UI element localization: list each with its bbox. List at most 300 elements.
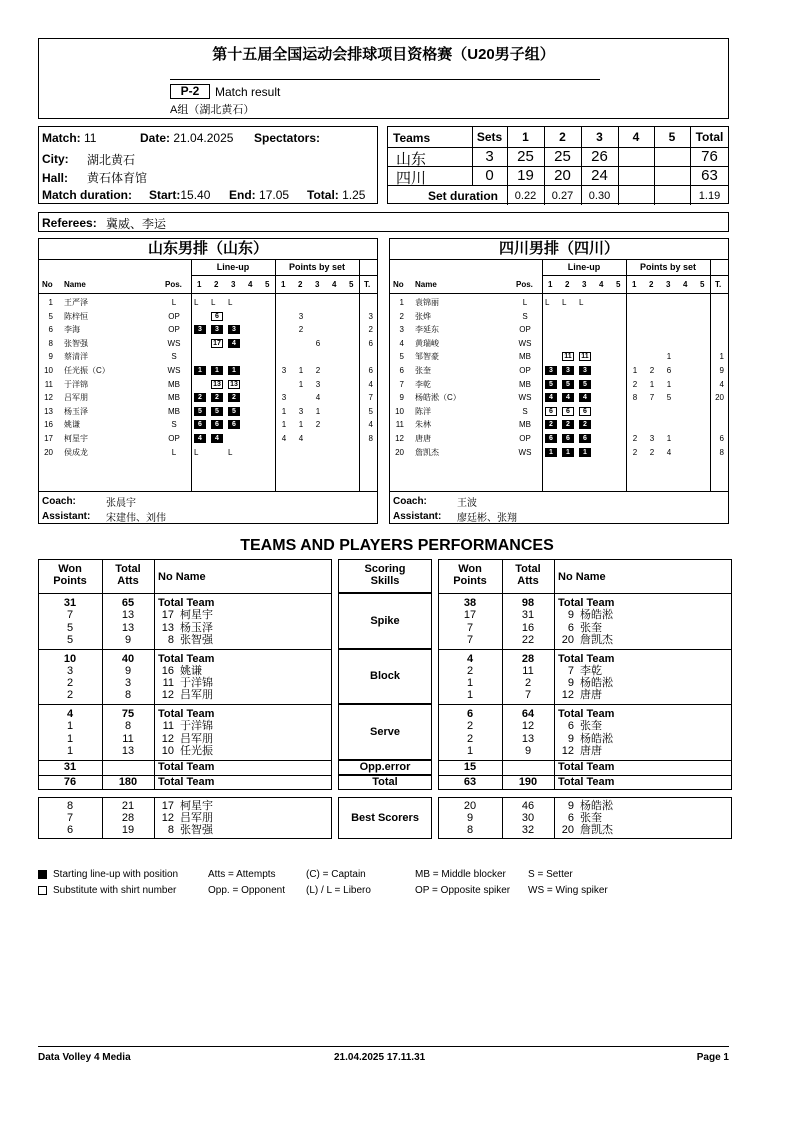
- legend-starting: Starting line-up with position: [53, 869, 179, 880]
- player-name: 姚谦: [64, 420, 80, 430]
- points-set-2: 1: [649, 379, 655, 389]
- points-set-2: 1: [298, 366, 304, 375]
- set-duration-label: Set duration: [428, 189, 499, 203]
- player-row: [39, 405, 379, 418]
- player-position: S: [522, 406, 528, 416]
- player-number: 12: [395, 434, 404, 443]
- doc-subtitle: Match result: [215, 85, 281, 99]
- player-number: 17: [161, 800, 174, 812]
- lineup-libero: L: [562, 298, 567, 307]
- set-duration-2: 0.27: [551, 190, 574, 202]
- lineup-starter: 4: [228, 339, 240, 348]
- won-points: 1: [66, 720, 74, 733]
- player-number: 13: [161, 621, 174, 634]
- player-name: 于洋锦: [180, 677, 213, 690]
- referees-box: [38, 212, 729, 232]
- lineup-substitute: 6: [562, 407, 574, 416]
- total-atts: 32: [521, 824, 535, 836]
- won-points: 7: [66, 812, 74, 824]
- col-pts-set-5: 5: [700, 280, 705, 289]
- lineup-starter: 1: [562, 448, 574, 457]
- points-set-2: 3: [649, 434, 655, 443]
- lineup-starter: 6: [211, 420, 223, 429]
- player-position: MB: [168, 393, 180, 403]
- match-number: 11: [84, 131, 97, 145]
- lineup-starter: 6: [545, 434, 557, 443]
- player-position: WS: [167, 338, 181, 348]
- lineup-libero: L: [211, 298, 216, 307]
- col-pos: Pos.: [516, 280, 533, 289]
- player-number: 12: [161, 689, 174, 702]
- player-position: S: [522, 311, 528, 321]
- referees-label: Referees:: [42, 216, 97, 230]
- player-number: 1: [399, 298, 404, 307]
- skill-serve: Serve: [370, 725, 400, 738]
- col-lineup-set-5: 5: [265, 280, 270, 289]
- won-points: 6: [466, 708, 474, 720]
- player-name: 杨皓淞: [580, 677, 613, 690]
- player-total-points: 6: [368, 366, 373, 375]
- player-total-points: 4: [368, 379, 373, 389]
- legend-atts: Atts = Attempts: [208, 869, 276, 880]
- points-set-2: 1: [298, 379, 304, 389]
- player-name: 唐唐: [580, 744, 602, 757]
- col-lineup-set-1: 1: [548, 280, 553, 289]
- score-hdr-teams: Teams: [393, 131, 431, 145]
- total-time: Total: 1.25: [307, 188, 366, 202]
- legend: [38, 869, 738, 901]
- player-row: [390, 350, 730, 363]
- col-pts-set-3: 3: [315, 280, 320, 289]
- player-name: 李海: [64, 325, 80, 335]
- lineup-starter: 5: [211, 407, 223, 416]
- points-set-2: 3: [298, 311, 304, 321]
- lineup-starter: 1: [228, 366, 240, 375]
- won-points: 2: [66, 677, 74, 690]
- hdr-no-name: No Name: [558, 571, 606, 583]
- player-row: [390, 296, 730, 309]
- hdr-scoring-skills: Scoring Skills: [364, 563, 406, 587]
- player-number: 17: [161, 609, 174, 622]
- col-pts-set-4: 4: [332, 280, 337, 289]
- lineup-starter: 1: [194, 366, 206, 375]
- player-number: 10: [44, 366, 53, 375]
- player-row: [39, 364, 379, 377]
- player-number: 10: [161, 744, 174, 757]
- player-name: 杨皓淞: [580, 732, 613, 745]
- points-set-2: 2: [649, 447, 655, 457]
- won-points: 2: [466, 732, 474, 745]
- lineup-starter: 3: [194, 325, 206, 334]
- won-points: 1: [66, 744, 74, 757]
- col-lineup-set-1: 1: [197, 280, 202, 289]
- won-points: 6: [66, 824, 74, 836]
- performance-title: TEAMS AND PLAYERS PERFORMANCES: [240, 537, 554, 554]
- total-atts: 28: [521, 652, 535, 665]
- total-atts: 13: [121, 744, 135, 757]
- total-atts: 46: [521, 800, 535, 812]
- player-row: [390, 391, 730, 404]
- lineup-substitute: 13: [228, 380, 240, 389]
- won-points: 76: [63, 775, 77, 788]
- player-number: 9: [567, 677, 574, 690]
- referees-names: 冀威、李运: [106, 217, 167, 231]
- player-position: S: [171, 352, 177, 362]
- won-points: 7: [466, 633, 474, 646]
- coach-label: Coach:: [42, 496, 76, 507]
- player-total-points: 1: [719, 352, 724, 362]
- player-name: 吕军朋: [64, 393, 88, 403]
- player-total-points: 8: [368, 434, 373, 443]
- player-name: 张奎: [580, 621, 602, 634]
- player-number: 5: [399, 352, 404, 362]
- col-lineup-set-4: 4: [599, 280, 604, 289]
- col-pts-set-2: 2: [649, 280, 654, 289]
- player-number: 13: [44, 406, 53, 416]
- player-position: OP: [168, 325, 180, 335]
- total-atts: 21: [121, 800, 135, 812]
- lineup-starter: 4: [579, 393, 591, 402]
- legend-captain: (C) = Captain: [306, 869, 366, 880]
- lineup-libero: L: [194, 298, 199, 307]
- player-number: 6: [399, 366, 404, 375]
- player-row: [39, 418, 379, 431]
- player-position: S: [171, 420, 177, 430]
- end-time: End: 17.05: [229, 188, 290, 202]
- player-total-points: 4: [719, 379, 724, 389]
- footer-right: Page 1: [696, 1052, 729, 1063]
- lineup-starter: 5: [194, 407, 206, 416]
- points-set-1: 2: [632, 434, 638, 443]
- points-set-3: 4: [315, 393, 321, 403]
- player-name: 吕军朋: [180, 689, 213, 702]
- player-number: 9: [567, 800, 574, 812]
- won-points: 5: [66, 621, 74, 634]
- player-number: 7: [567, 664, 574, 677]
- score-hdr-set2: 2: [559, 130, 566, 144]
- total-atts: 7: [524, 689, 532, 702]
- score-hdr-total: Total: [695, 130, 724, 144]
- player-name: 张奎: [580, 812, 602, 824]
- total-atts: 19: [121, 824, 135, 836]
- legend-ws: WS = Wing spiker: [528, 885, 608, 896]
- hdr-no-name: No Name: [158, 571, 206, 583]
- best-scorers-label: Best Scorers: [351, 812, 419, 824]
- points-by-set-header: Points by set: [288, 262, 345, 272]
- score-table: [387, 126, 729, 204]
- points-set-3: 1: [666, 434, 672, 443]
- points-set-1: 2: [632, 447, 638, 457]
- player-total-points: 4: [368, 420, 373, 430]
- points-set-2: 3: [298, 406, 304, 416]
- player-number: 8: [167, 633, 174, 646]
- player-row: [39, 337, 379, 350]
- player-row: [390, 364, 730, 377]
- player-number: 8: [48, 338, 53, 348]
- player-number: 9: [567, 732, 574, 745]
- duration-label: Match duration:: [42, 188, 132, 202]
- lineup-libero: L: [545, 298, 550, 307]
- player-position: L: [171, 447, 177, 457]
- team-a-roster: [38, 238, 378, 524]
- player-name: 李延东: [415, 325, 439, 335]
- player-number: 16: [44, 420, 53, 430]
- player-label: Total Team: [158, 760, 215, 773]
- won-points: 1: [66, 732, 74, 745]
- player-position: WS: [518, 338, 532, 348]
- points-set-1: 3: [281, 366, 287, 375]
- points-set-2: 4: [298, 434, 304, 443]
- player-name: 杨皓淞（C）: [415, 393, 461, 403]
- col-lineup-set-5: 5: [616, 280, 621, 289]
- player-number: 8: [167, 824, 174, 836]
- lineup-substitute: 11: [562, 352, 574, 361]
- lineup-starter: 6: [562, 434, 574, 443]
- score-hdr-set5: 5: [668, 130, 676, 144]
- player-number: 6: [567, 812, 574, 824]
- footer-rule: [38, 1046, 729, 1047]
- player-name: 唐唐: [580, 689, 602, 702]
- player-name: 姚谦: [180, 664, 202, 677]
- player-number: 20: [395, 447, 404, 457]
- player-position: WS: [518, 447, 532, 457]
- player-name: 杨玉泽: [180, 621, 213, 634]
- player-number: 1: [48, 298, 53, 307]
- city-value: 湖北黄石: [87, 153, 136, 167]
- player-label: Total Team: [158, 597, 215, 609]
- points-set-3: 1: [666, 352, 672, 362]
- total-atts: 8: [124, 720, 132, 733]
- header-box: [38, 38, 729, 119]
- total-atts: 12: [521, 720, 535, 733]
- player-name: 张智强: [180, 824, 213, 836]
- lineup-starter: 4: [194, 434, 206, 443]
- footer-center: 21.04.2025 17.11.31: [334, 1052, 426, 1063]
- skill-block: Block: [370, 670, 400, 683]
- hdr-won-points: Won Points: [53, 563, 87, 587]
- player-name: 李乾: [580, 664, 602, 677]
- points-set-1: 4: [281, 434, 287, 443]
- set-duration-3: 0.30: [588, 190, 611, 202]
- player-name: 侯成龙: [64, 447, 88, 457]
- total-atts: 30: [521, 812, 535, 824]
- coach-name: 王波: [457, 498, 477, 509]
- player-name: 朱林: [415, 420, 431, 430]
- player-label: Total Team: [558, 760, 615, 773]
- total-atts: 98: [521, 597, 535, 609]
- spectators-label: Spectators:: [254, 131, 321, 145]
- player-name: 任光振（C）: [64, 366, 110, 375]
- total-atts: 65: [121, 597, 135, 609]
- won-points: 8: [466, 824, 474, 836]
- team-title: 四川男排（四川）: [498, 240, 619, 257]
- player-total-points: 8: [719, 447, 724, 457]
- player-name: 张烨: [415, 311, 431, 321]
- lineup-starter: 2: [194, 393, 206, 402]
- player-row: [390, 323, 730, 336]
- won-points: 5: [66, 633, 74, 646]
- player-total-points: 7: [368, 393, 373, 403]
- player-name: 杨玉泽: [64, 406, 88, 416]
- lineup-libero: L: [579, 298, 584, 307]
- player-name: 张奎: [580, 720, 602, 733]
- player-number: 16: [161, 664, 174, 677]
- total-atts: 11: [522, 664, 534, 677]
- lineup-starter: 6: [228, 420, 240, 429]
- player-number: 7: [399, 379, 404, 389]
- won-points: 17: [463, 609, 477, 622]
- player-number: 9: [48, 352, 53, 362]
- points-set-1: 1: [281, 406, 287, 416]
- lineup-starter: 2: [545, 420, 557, 429]
- player-row: [39, 296, 379, 309]
- col-lineup-set-4: 4: [248, 280, 253, 289]
- doc-code: P-2: [170, 84, 210, 99]
- lineup-starter: 5: [579, 380, 591, 389]
- total-atts: 9: [124, 633, 132, 646]
- player-name: 陈洋: [415, 406, 431, 416]
- points-set-3: 6: [666, 366, 672, 375]
- city-label: City:: [42, 152, 69, 166]
- won-points: 1: [466, 689, 474, 702]
- lineup-libero: L: [228, 298, 233, 307]
- player-name: 杨皓淞: [580, 609, 613, 622]
- hdr-total-atts: Total Atts: [515, 563, 541, 587]
- date-label: Date: 21.04.2025: [140, 131, 234, 145]
- score-hdr-sets: Sets: [476, 130, 503, 144]
- total-atts: 9: [524, 744, 532, 757]
- col-no: No: [393, 280, 404, 289]
- hall-value: 黄石体育馆: [87, 171, 148, 185]
- lineup-substitute: 6: [211, 312, 223, 321]
- lineup-starter: 4: [545, 393, 557, 402]
- player-row: [390, 378, 730, 391]
- lineup-starter: 2: [579, 420, 591, 429]
- won-points: 1: [466, 677, 474, 690]
- won-points: 15: [463, 760, 477, 773]
- won-points: 2: [66, 689, 74, 702]
- won-points: 1: [466, 744, 474, 757]
- player-label: Total Team: [558, 597, 615, 609]
- total-atts: 2: [524, 677, 532, 690]
- lineup-starter: 2: [211, 393, 223, 402]
- team-title: 山东男排（山东）: [147, 240, 268, 257]
- total-atts: 64: [521, 708, 535, 720]
- points-set-2: 1: [298, 420, 304, 430]
- col-lineup-set-3: 3: [231, 280, 236, 289]
- player-total-points: 2: [368, 325, 373, 335]
- lineup-libero: L: [194, 447, 199, 457]
- lineup-starter: 1: [211, 366, 223, 375]
- player-row: [390, 405, 730, 418]
- won-points: 38: [463, 597, 477, 609]
- player-name: 于洋锦: [64, 379, 88, 389]
- player-name: 詹凯杰: [580, 824, 613, 836]
- skill-opp: Opp.error: [359, 761, 411, 773]
- col-lineup-set-2: 2: [214, 280, 219, 289]
- legend-libero: (L) / L = Libero: [306, 885, 371, 896]
- assistant-names: 廖廷彬、张翔: [457, 513, 517, 524]
- player-total-points: 9: [719, 366, 724, 375]
- col-pos: Pos.: [165, 280, 182, 289]
- lineup-starter: 4: [211, 434, 223, 443]
- player-row: [390, 337, 730, 350]
- player-number: 9: [567, 609, 574, 622]
- total-atts: 3: [124, 677, 132, 690]
- lineup-libero: L: [228, 447, 233, 457]
- player-row: [390, 446, 730, 459]
- player-number: 20: [561, 633, 574, 646]
- player-position: WS: [167, 366, 181, 375]
- footer-left: Data Volley 4 Media: [38, 1052, 131, 1063]
- lineup-starter: 5: [545, 380, 557, 389]
- col-name: Name: [415, 280, 437, 289]
- player-label: Total Team: [158, 708, 215, 720]
- hdr-won-points: Won Points: [453, 563, 487, 587]
- player-number: 12: [161, 812, 174, 824]
- lineup-substitute: 6: [579, 407, 591, 416]
- lineup-starter: 4: [562, 393, 574, 402]
- lineup-starter: 6: [194, 420, 206, 429]
- points-set-3: 1: [315, 406, 321, 416]
- player-row: [39, 391, 379, 404]
- col-total: T.: [715, 280, 722, 289]
- player-name: 袁锦丽: [415, 298, 439, 307]
- lineup-starter: 3: [545, 366, 557, 375]
- player-number: 10: [395, 406, 404, 416]
- lineup-starter: 3: [228, 325, 240, 334]
- points-set-3: 2: [315, 366, 321, 375]
- won-points: 8: [66, 800, 74, 812]
- total-atts: 180: [118, 775, 138, 788]
- lineup-substitute: 11: [579, 352, 591, 361]
- total-atts: 75: [121, 708, 135, 720]
- legend-mb: MB = Middle blocker: [415, 869, 506, 880]
- lineup-starter: 2: [228, 393, 240, 402]
- total-atts: 8: [124, 689, 132, 702]
- header-rule: [170, 79, 600, 80]
- player-number: 4: [399, 338, 404, 348]
- player-name: 张奎: [415, 366, 431, 375]
- won-points: 2: [466, 720, 474, 733]
- lineup-header: Line-up: [216, 262, 250, 272]
- start-time: Start:15.40: [149, 188, 211, 202]
- player-number: 3: [399, 325, 404, 335]
- score-hdr-set3: 3: [596, 130, 603, 144]
- player-number: 5: [48, 311, 53, 321]
- player-number: 11: [44, 379, 53, 389]
- player-name: 张智强: [180, 633, 213, 646]
- player-number: 11: [162, 677, 174, 690]
- match-date: 21.04.2025: [173, 131, 234, 145]
- player-row: [39, 350, 379, 363]
- player-name: 王严泽: [64, 298, 88, 307]
- player-row: [39, 323, 379, 336]
- player-number: 12: [561, 744, 574, 757]
- col-no: No: [42, 280, 53, 289]
- col-total: T.: [364, 280, 371, 289]
- group-label: A组（湖北黄石）: [170, 104, 255, 116]
- player-name: 于洋锦: [180, 720, 213, 733]
- won-points: 31: [63, 760, 77, 773]
- player-position: OP: [168, 434, 180, 443]
- assistant-label: Assistant:: [393, 511, 442, 522]
- points-set-3: 6: [315, 338, 321, 348]
- lineup-starter: 5: [228, 407, 240, 416]
- player-label: Total Team: [558, 775, 615, 788]
- player-number: 12: [561, 689, 574, 702]
- won-points: 4: [66, 708, 74, 720]
